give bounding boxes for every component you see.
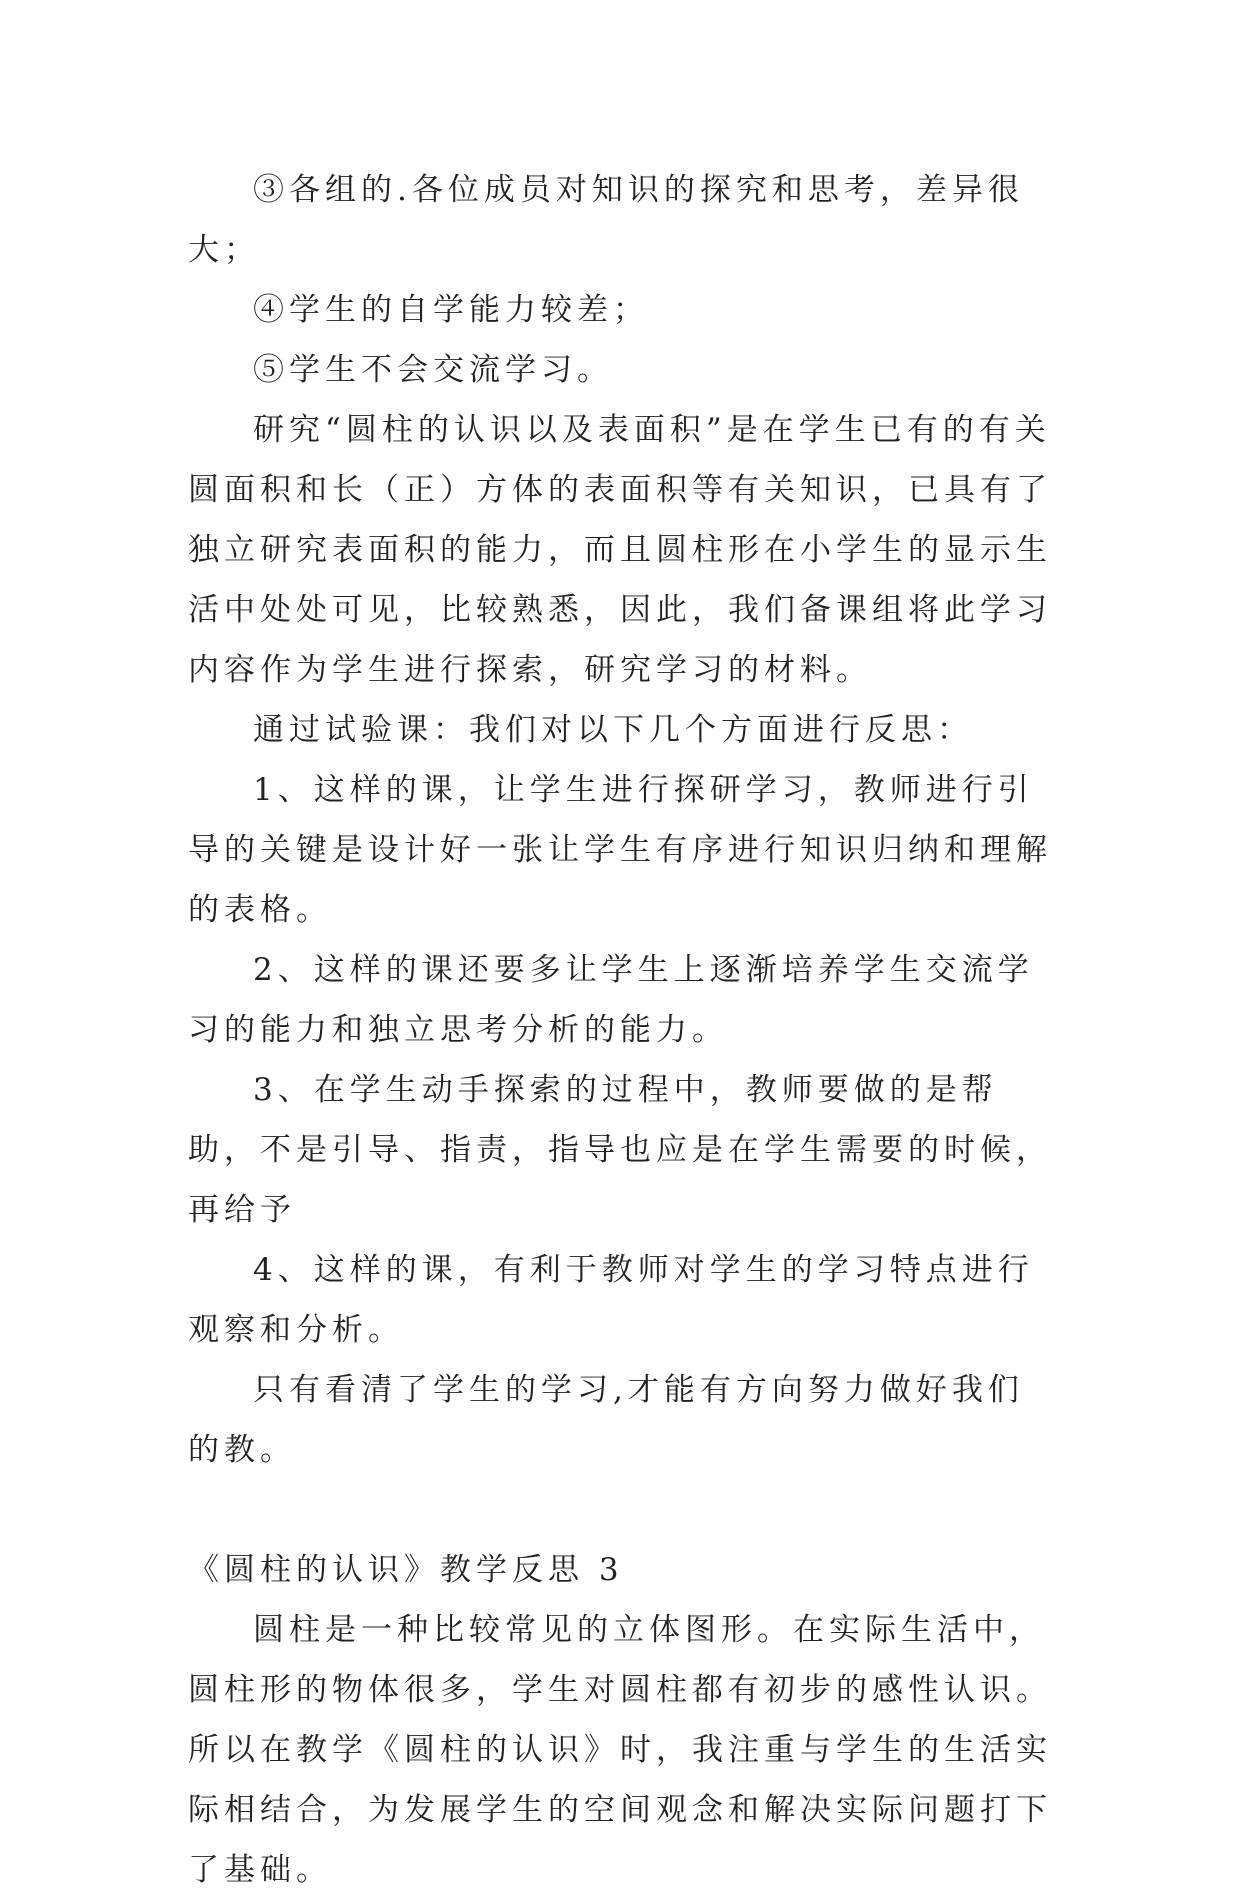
- document-body: [188, 160, 1058, 1900]
- paragraph-reflection-4: 4、这样的课，有利于教师对学生的学习特点进行观察和分析。: [188, 1252, 1034, 1348]
- section-title: 《圆柱的认识》教学反思 3: [188, 1552, 624, 1588]
- paragraph-point-3: ③各组的.各位成员对知识的探究和思考，差异很大；: [188, 172, 1024, 268]
- paragraph-reflection-1: 1、这样的课，让学生进行探研学习，教师进行引导的关键是设计好一张让学生有序进行知识归纳和理解的表格。: [188, 772, 1052, 928]
- paragraph-point-5: ⑤学生不会交流学习。: [253, 352, 613, 388]
- paragraph-conclusion: 只有看清了学生的学习,才能有方向努力做好我们的教。: [188, 1372, 1024, 1468]
- paragraph-point-4: ④学生的自学能力较差；: [253, 292, 649, 328]
- paragraph-reflection-intro: 通过试验课：我们对以下几个方面进行反思：: [253, 712, 973, 748]
- section-paragraph: 圆柱是一种比较常见的立体图形。在实际生活中，圆柱形的物体很多，学生对圆柱都有初步的感性认识。所以在教学《圆柱的认识》时，我注重与学生的生活实际相结合，为发展学生的空间观念和解决实际问题打下了基础。: [188, 1612, 1052, 1888]
- paragraph-reflection-3: 3、在学生动手探索的过程中，教师要做的是帮助，不是引导、指责，指导也应是在学生需要的时候，再给予: [188, 1072, 1052, 1228]
- paragraph-reflection-2: 2、这样的课还要多让学生上逐渐培养学生交流学习的能力和独立思考分析的能力。: [188, 952, 1034, 1048]
- paragraph-research: 研究“圆柱的认识以及表面积”是在学生已有的有关圆面积和长（正）方体的表面积等有关知识，已具有了独立研究表面积的能力，而且圆柱形在小学生的显示生活中处处可见，比较熟悉，因此，我们备课组将此学习内容作为学生进行探索，研究学习的材料。: [188, 412, 1052, 688]
